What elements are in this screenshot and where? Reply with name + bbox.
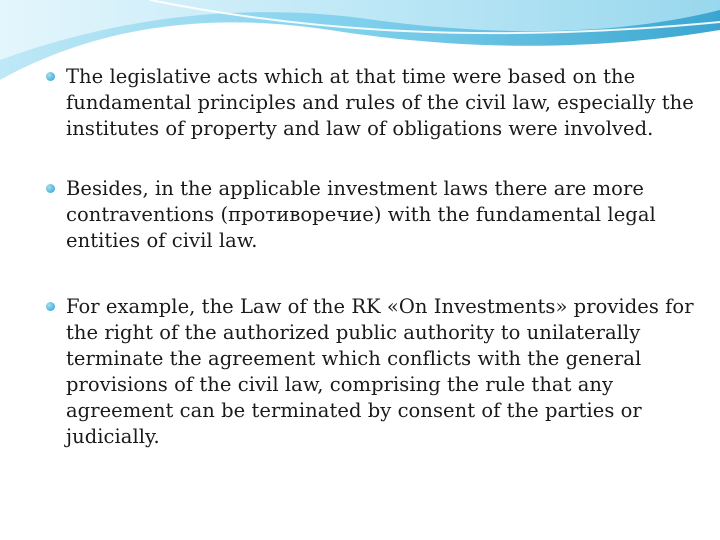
bullet-item — [46, 176, 696, 254]
bullet-text: Besides, in the applicable investment laws there are more contraventions (противоречие) with the fundamental legal entities of civil law. — [66, 177, 656, 252]
bullet-text: For example, the Law of the RK «On Investments» provides for the right of the authorized public authority to unilaterally terminate the agreement which conflicts with the general provisions of the civil law, comprising the rule that any agreement can be terminated by consent of the parties or judicially. — [66, 295, 694, 448]
bullet-dot-icon — [46, 184, 55, 193]
bullet-text: The legislative acts which at that time were based on the fundamental principles and rules of the civil law, especially the institutes of property and law of obligations were involved. — [66, 65, 694, 140]
bullet-item — [46, 294, 696, 450]
bullet-list — [46, 64, 696, 484]
bullet-dot-icon — [46, 72, 55, 81]
bullet-dot-icon — [46, 302, 55, 311]
bullet-item — [46, 64, 696, 142]
